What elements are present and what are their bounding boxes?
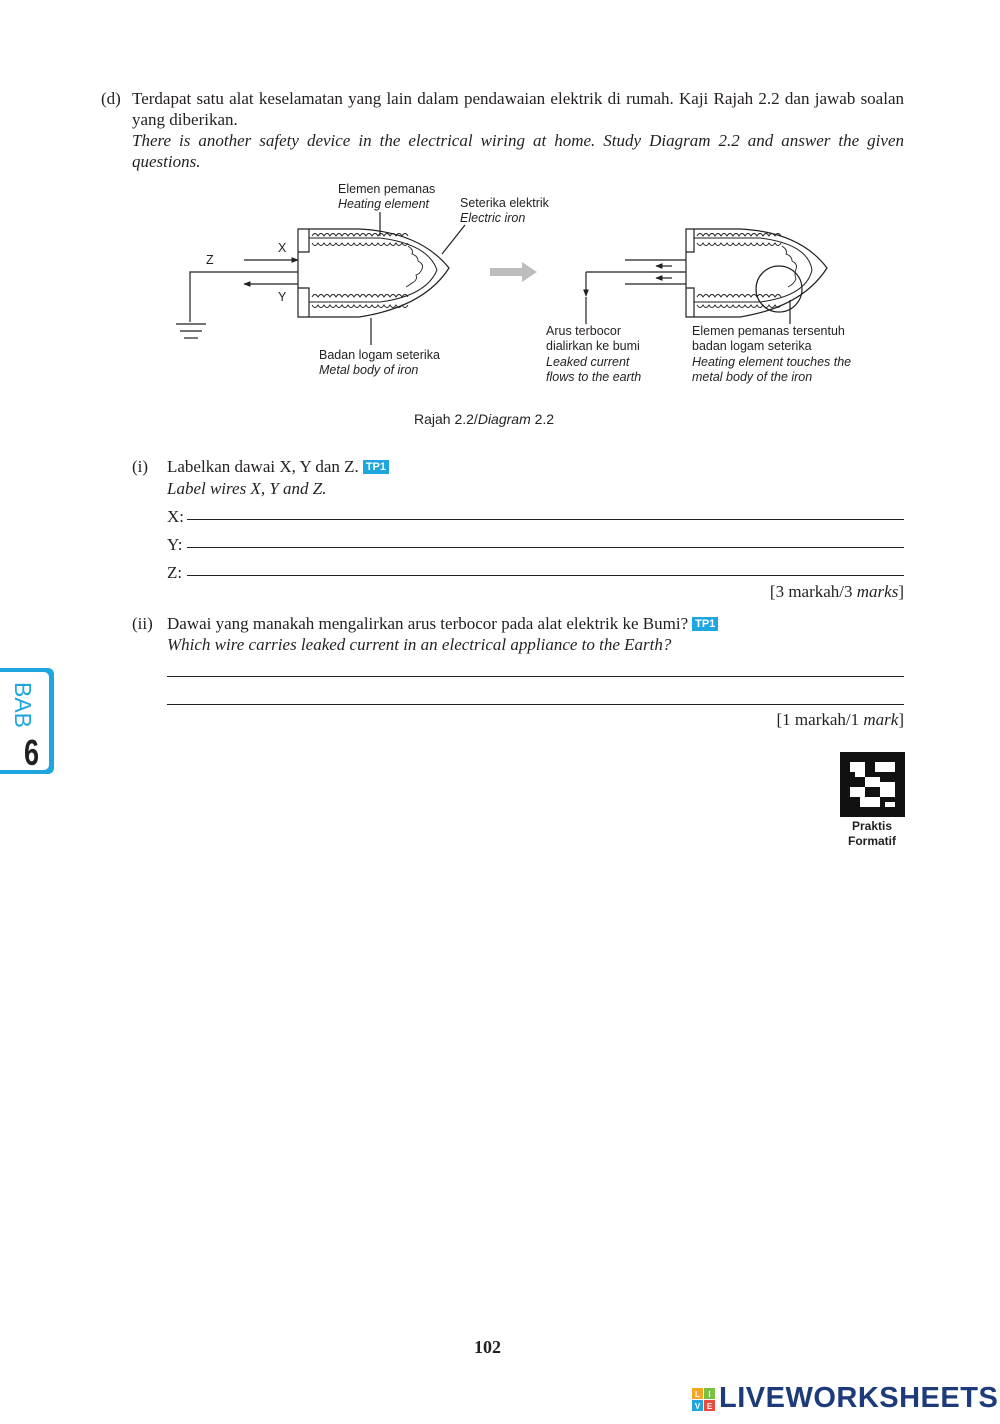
part-i-text-ms: Labelkan dawai X, Y dan Z. — [167, 457, 359, 476]
qr-caption-line-1: Praktis — [851, 819, 893, 833]
label-iron-ms: Seterika elektrik — [460, 196, 549, 210]
liveworksheets-wordmark: LIVEWORKSHEETS — [719, 1382, 999, 1414]
leader-iron — [442, 225, 465, 254]
label-body-en: Metal body of iron — [319, 363, 419, 377]
label-touch-ms-1: Elemen pemanas tersentuh — [692, 324, 845, 338]
label-wire-y: Y — [278, 290, 287, 304]
label-iron-en: Electric iron — [460, 211, 526, 225]
tp1-badge-ii: TP1 — [692, 617, 718, 631]
logo-letter-e: E — [706, 1402, 713, 1411]
answer-z-field[interactable] — [188, 556, 904, 576]
label-wire-x: X — [278, 241, 287, 255]
label-touch-en-2: metal body of the iron — [692, 370, 813, 384]
label-wire-z: Z — [206, 253, 214, 267]
chapter-label: BAB — [10, 682, 36, 729]
part-i-text-en: Label wires X, Y and Z. — [167, 479, 327, 498]
answer-x-label: X: — [167, 507, 184, 526]
logo-letter-l: L — [695, 1390, 700, 1399]
qr-code[interactable] — [840, 752, 905, 817]
label-touch-en-1: Heating element touches the — [692, 355, 852, 369]
question-d-text-ms: Terdapat satu alat keselamatan yang lain dalam pendawaian elektrik di rumah. Kaji Rajah 2.2 dan jawab soalan yang diberikan. — [132, 89, 904, 129]
question-d-text-en: There is another safety device in the electrical wiring at home. Study Diagram 2.2 and answer the given questions. — [132, 131, 904, 171]
liveworksheets-logo — [692, 1382, 999, 1417]
qr-caption — [832, 819, 912, 849]
live-blocks-icon — [692, 1388, 716, 1412]
label-body-ms: Badan logam seterika — [319, 348, 440, 362]
answer-ii-line-1 — [167, 676, 904, 677]
chapter-tab — [0, 668, 54, 774]
part-ii-text-ms: Dawai yang manakah mengalirkan arus terbocor pada alat elektrik ke Bumi? — [167, 614, 689, 633]
answer-z-line — [187, 575, 904, 576]
chapter-tab-inner — [0, 672, 49, 773]
diagram-2-2 — [0, 0, 1000, 440]
tp1-badge: TP1 — [363, 460, 389, 474]
label-touch-ms-2: badan logam seterika — [692, 339, 812, 353]
transition-arrow — [490, 262, 537, 282]
answer-y-label: Y: — [167, 535, 183, 554]
part-i-label: (i) — [132, 457, 149, 476]
chapter-number: 6 — [24, 732, 40, 773]
label-heating-ms: Elemen pemanas — [338, 182, 436, 196]
answer-ii-line-2 — [167, 704, 904, 705]
left-iron-body — [298, 229, 449, 317]
qr-caption-line-2: Formatif — [848, 834, 896, 848]
label-heating-en: Heating element — [338, 197, 430, 211]
part-i-marks: [3 markah/3 marks] — [769, 582, 904, 601]
part-i-question — [167, 456, 389, 477]
answer-x-line — [187, 519, 904, 520]
label-leak-en-1: Leaked current — [546, 355, 630, 369]
part-ii-label: (ii) — [132, 614, 153, 633]
answer-y-line — [187, 547, 904, 548]
answer-ii-field[interactable] — [167, 656, 904, 704]
question-d-label: (d) — [101, 89, 121, 108]
label-leak-ms-2: dialirkan ke bumi — [546, 339, 640, 353]
label-leak-ms-1: Arus terbocor — [546, 324, 622, 338]
qr-code-icon — [840, 752, 905, 817]
page-number: 102 — [474, 1337, 501, 1357]
part-ii-question — [167, 613, 718, 634]
answer-x-field[interactable] — [188, 500, 904, 520]
answer-y-field[interactable] — [188, 528, 904, 548]
answer-z-label: Z: — [167, 563, 183, 582]
diagram-caption: Rajah 2.2/Diagram 2.2 — [414, 411, 555, 427]
part-ii-marks: [1 markah/1 mark] — [776, 710, 904, 729]
label-leak-en-2: flows to the earth — [546, 370, 642, 384]
logo-letter-i: I — [708, 1390, 711, 1399]
part-ii-text-en: Which wire carries leaked current in an electrical appliance to the Earth? — [167, 635, 672, 654]
right-iron-body — [686, 229, 827, 317]
logo-letter-v: V — [694, 1402, 701, 1411]
